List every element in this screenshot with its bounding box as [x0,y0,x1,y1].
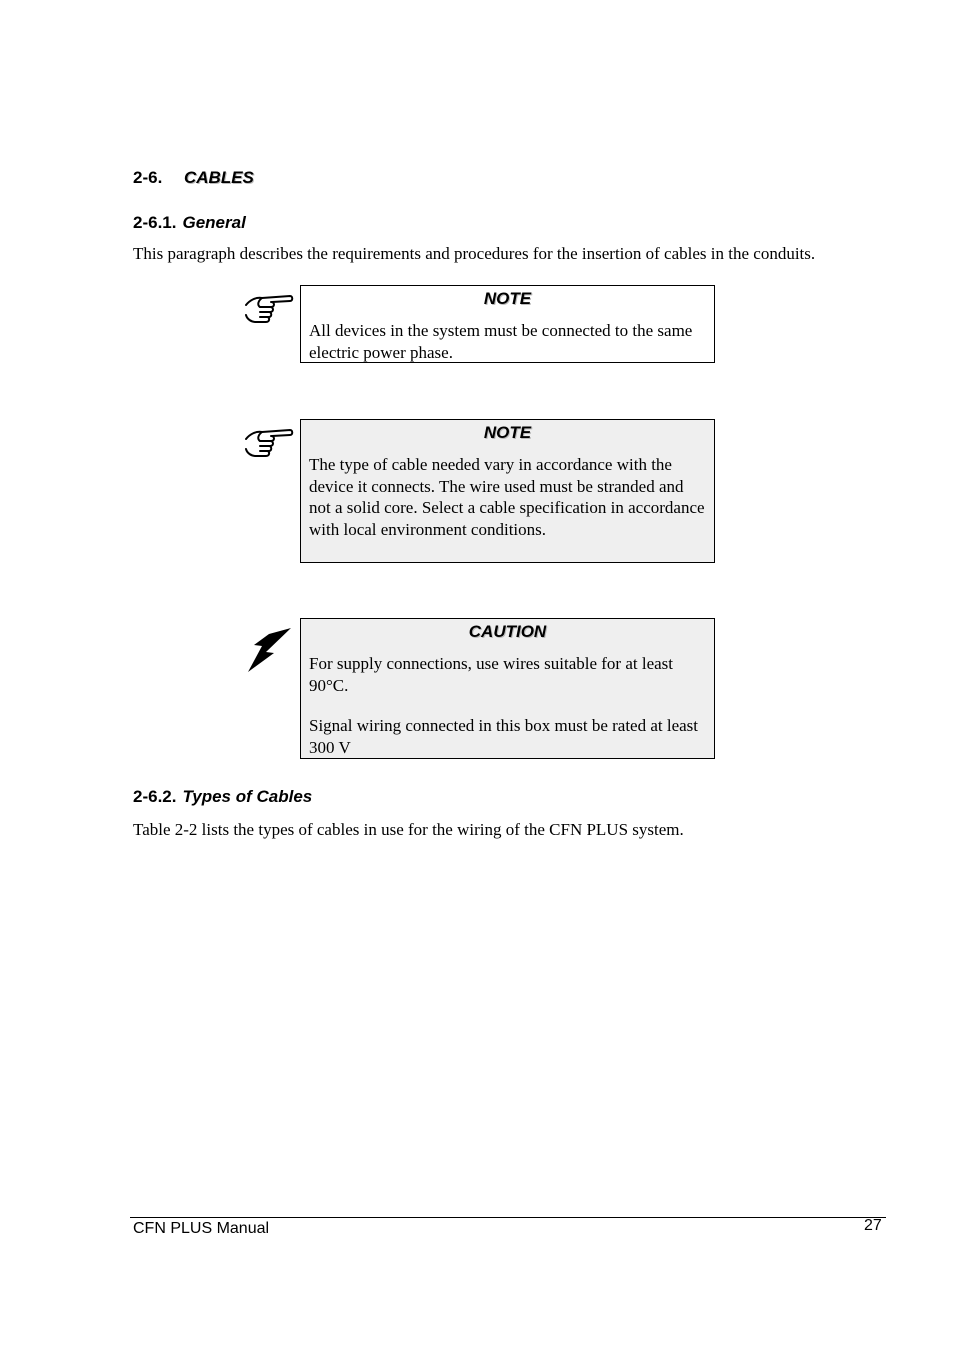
note-title: NOTE [483,289,532,308]
types-paragraph: Table 2-2 lists the types of cables in use for the wiring of the CFN PLUS system. [133,820,684,839]
note-box-1 [300,285,715,363]
note-box-2 [300,419,715,563]
footer-rule [130,1217,886,1218]
subsection-title: Types of Cables [182,787,313,806]
pointing-hand-icon [244,291,294,327]
pointing-hand-icon [244,425,294,461]
caution-box [300,618,715,759]
subsection-number: 2-6.1. [133,213,177,232]
subsection-heading-general [133,213,246,233]
subsection-heading-types [133,787,312,807]
footer-manual-title: CFN PLUS Manual [133,1220,270,1237]
caution-text-signal: Signal wiring connected in this box must be rated at least 300 V [309,716,699,757]
section-heading [133,168,254,188]
note-text: All devices in the system must be connected to the same electric power phase. [309,321,693,362]
general-paragraph: This paragraph describes the requirements and procedures for the insertion of cables in the conduits. [133,244,816,263]
caution-title: CAUTION [468,622,547,641]
subsection-title: General [182,213,246,232]
section-number: 2-6. [133,168,163,187]
note-text: The type of cable needed vary in accordance with the device it connects. The wire used must be stranded and not a solid core. Select a cable specification in accordance with local environment conditions. [309,455,705,539]
subsection-number: 2-6.2. [133,787,177,806]
caution-text-supply: For supply connections, use wires suitable for at least 90°C. [309,654,674,695]
section-title: CABLES [184,168,254,187]
lightning-bolt-icon [246,626,292,674]
note-title: NOTE [483,423,532,442]
page-number: 27 [864,1217,882,1234]
